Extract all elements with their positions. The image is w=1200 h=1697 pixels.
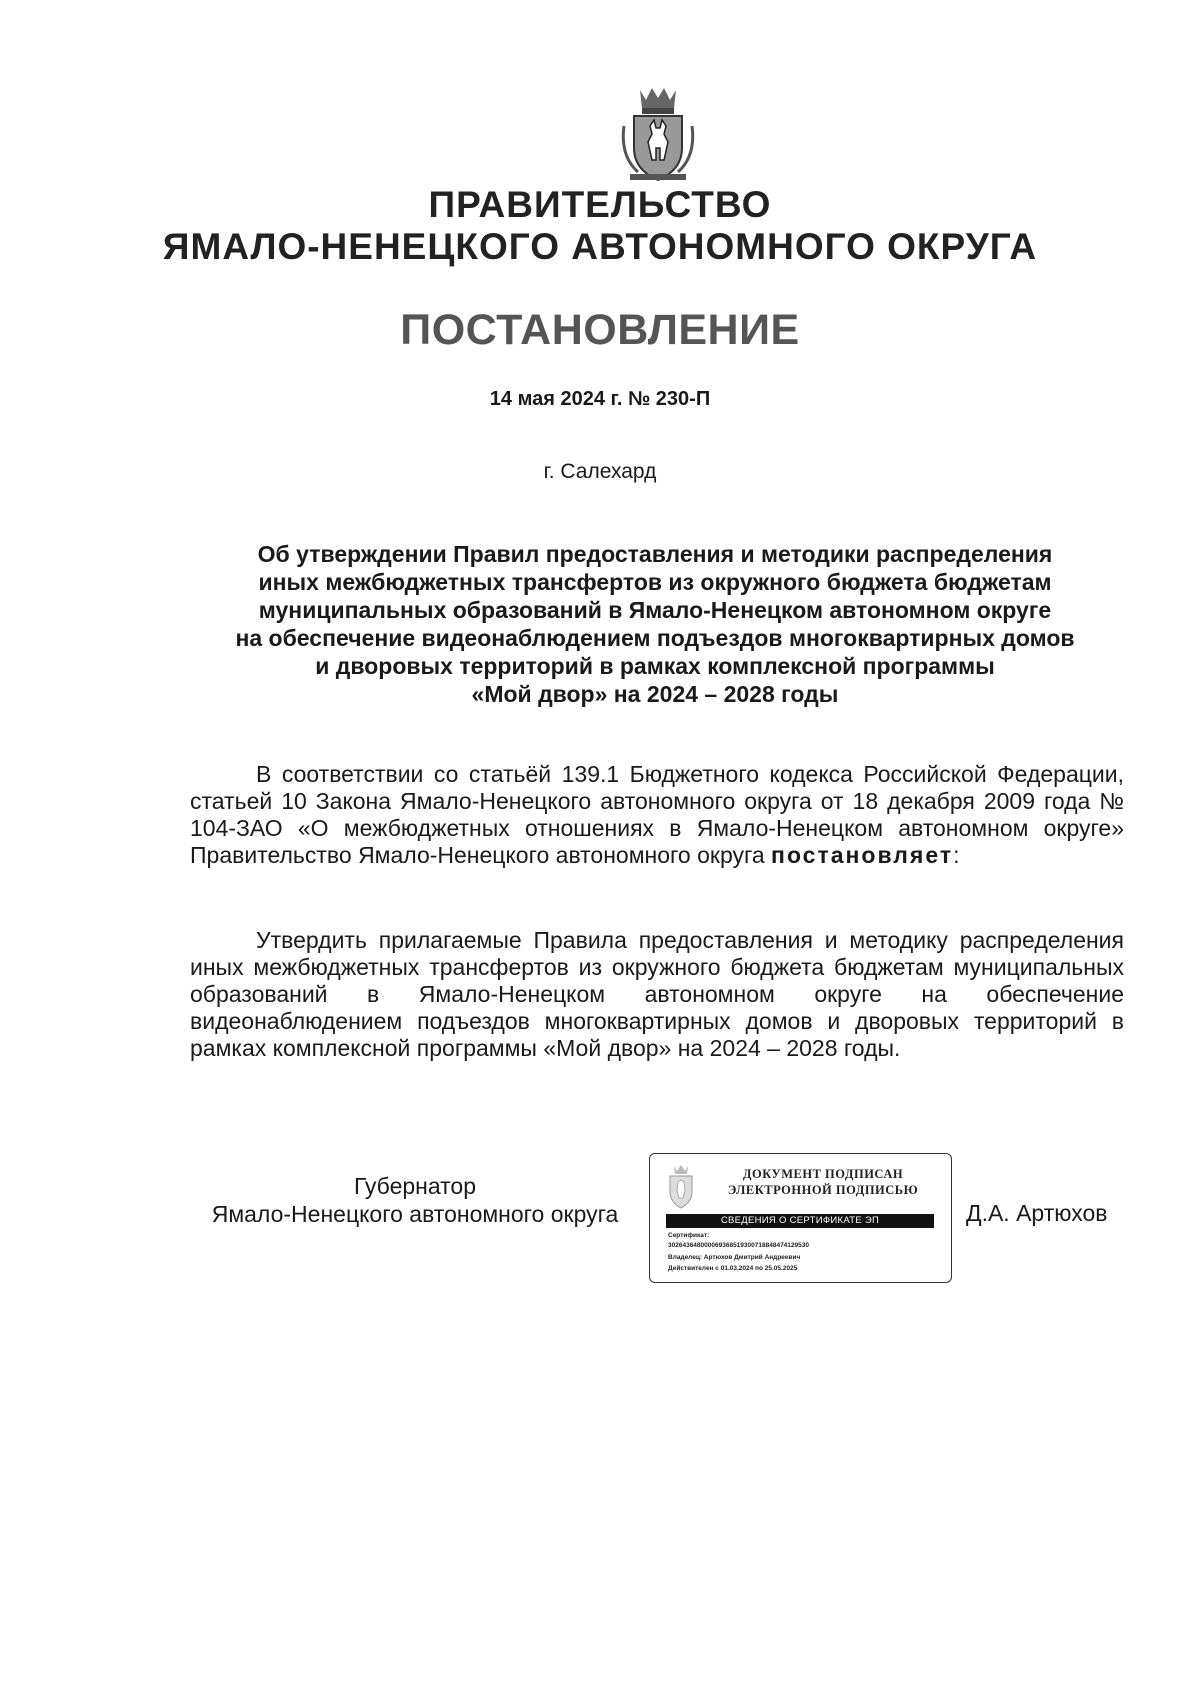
signatory-position-line1: Губернатор [353,1173,477,1199]
title-line: иных межбюджетных трансфертов из окружного бюджета бюджетам [258,569,1052,595]
paragraph-basis-text: В соответствии со статьёй 139.1 Бюджетного кодекса Российской Федерации, статьей 10 Закона Ямало-Ненецкого автономного округа от 18 декабря 2009 года № 104-ЗАО «О межбюджетных отношениях в Ямало-Ненецком автономном округе» Правительство Ямало-Ненецкого автономного округа [190,761,1124,868]
stamp-owner: Владелец: Артюхов Дмитрий Андреевич [668,1254,801,1261]
title-line: на обеспечение видеонаблюдением подъездов многоквартирных домов [235,625,1075,651]
paragraph-resolution-text: Утвердить прилагаемые Правила предоставления и методику распределения иных межбюджетных трансфертов из окружного бюджета бюджетам муниципальных образований в Ямало-Ненецком автономном округе на обеспечение видеонаблюдением подъездов многоквартирных домов и дворовых территорий в рамках комплексной программы «Мой двор» на 2024 – 2028 годы. [190,927,1124,1061]
paragraph-basis-emphasis: постановляет [771,842,954,868]
stamp-title-line1: ДОКУМЕНТ ПОДПИСАН [742,1167,904,1181]
stamp-validity: Действителен с 01.03.2024 по 25.05.2025 [668,1265,798,1272]
paragraph-basis-tail: : [953,842,960,868]
title-line: муниципальных образований в Ямало-Ненецком автономном округе [258,597,1052,623]
stamp-emblem-icon [664,1164,698,1210]
government-title: ПРАВИТЕЛЬСТВО [428,184,772,225]
stamp-title [710,1166,936,1198]
stamp-certificate-value: 302643648000069368519300718848474129530 [668,1242,809,1249]
electronic-signature-stamp [649,1153,952,1283]
title-line: «Мой двор» на 2024 – 2028 годы [471,681,839,707]
signatory-position [190,1172,640,1228]
stamp-title-line2: ЭЛЕКТРОННОЙ ПОДПИСЬЮ [727,1183,919,1197]
government-region: ЯМАЛО-НЕНЕЦКОГО АВТОНОМНОГО ОКРУГА [162,226,1038,267]
title-line: Об утверждении Правил предоставления и методики распределения [257,541,1053,567]
stamp-certificate-label: Сертификат: [668,1232,710,1239]
decree-city: г. Салехард [543,460,657,483]
decree-title [190,540,1120,708]
signatory-name: Д.А. Артюхов [966,1200,1108,1226]
title-line: и дворовых территорий в рамках комплексной программы [315,653,995,679]
decree-date-number: 14 мая 2024 г. № 230-П [489,388,711,410]
paragraph-basis [190,761,1124,869]
signatory-position-line2: Ямало-Ненецкого автономного округа [211,1201,619,1227]
paragraph-resolution [190,927,1124,1062]
stamp-band: СВЕДЕНИЯ О СЕРТИФИКАТЕ ЭП [666,1214,934,1228]
decree-heading: ПОСТАНОВЛЕНИЕ [400,306,800,354]
coat-of-arms-icon [620,86,696,184]
